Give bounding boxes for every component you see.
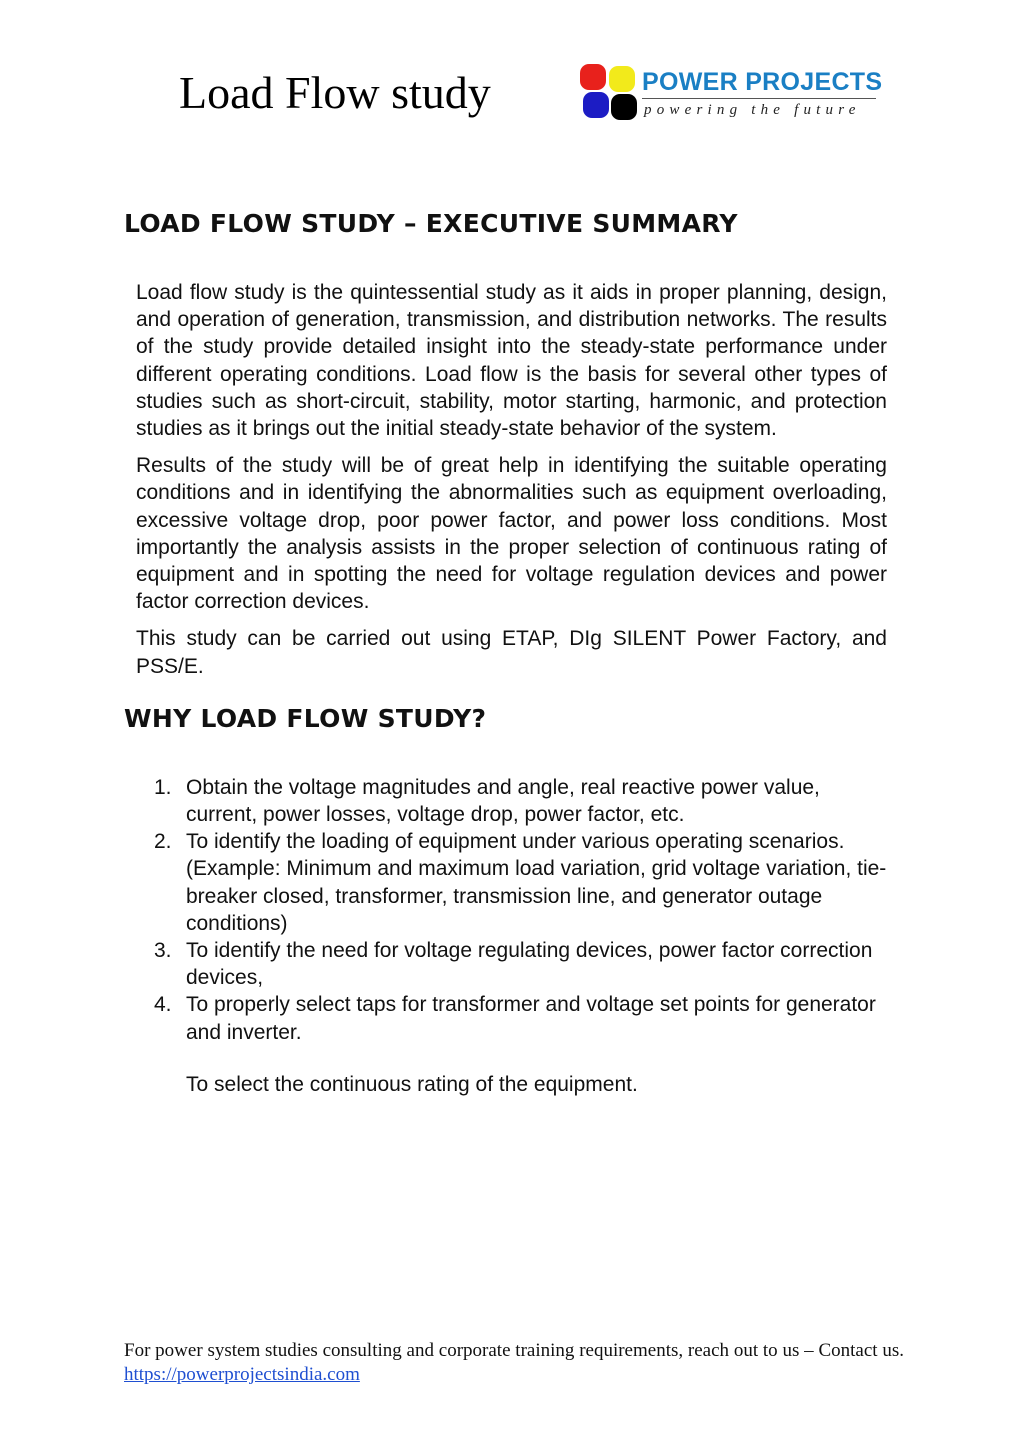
extra-point: To select the continuous rating of the equipment. bbox=[186, 1072, 638, 1096]
footer-text: For power system studies consulting and corporate training requirements, reach out to us – Contact us. bbox=[124, 1340, 904, 1361]
footer bbox=[124, 1339, 904, 1387]
section-heading-executive-summary: LOAD FLOW STUDY – EXECUTIVE SUMMARY bbox=[124, 209, 738, 238]
list-item bbox=[154, 991, 887, 1045]
section-heading-why-load-flow: WHY LOAD FLOW STUDY? bbox=[124, 703, 487, 733]
list-number: 3. bbox=[154, 939, 172, 963]
list-item bbox=[154, 774, 887, 828]
list-text: To identify the need for voltage regulating devices, power factor correction devices, bbox=[186, 939, 873, 990]
paragraph: Load flow study is the quintessential study as it aids in proper planning, design, and operation of generation, transmission, and distribution networks. The results of the study provide detailed insight into the steady-state performance under different operating conditions. Load flow is the basis for several other types of studies such as short-circuit, stability, motor starting, harmonic, and protection studies as it brings out the initial steady-state behavior of the system. bbox=[136, 281, 887, 441]
power-projects-logo bbox=[580, 64, 883, 124]
document-body bbox=[124, 209, 887, 1098]
logo-divider bbox=[642, 98, 876, 99]
logo-yellow-square bbox=[609, 66, 635, 92]
list-item bbox=[154, 937, 887, 991]
paragraph: This study can be carried out using ETAP, DIg SILENT Power Factory, and PSS/E. bbox=[136, 627, 887, 678]
list-item bbox=[154, 828, 887, 937]
logo-tagline: powering the future bbox=[644, 102, 861, 118]
paragraph: Results of the study will be of great help in identifying the suitable operating conditions and in identifying the abnormalities such as equipment overloading, excessive voltage drop, poor power factor, and power loss conditions. Most importantly the analysis assists in the proper selection of continuous rating of equipment and in spotting the need for voltage regulation devices and power factor correction devices. bbox=[136, 454, 887, 614]
website-link[interactable]: https://powerprojectsindia.com bbox=[124, 1364, 360, 1385]
document-title: Load Flow study bbox=[179, 67, 491, 118]
list-text: To properly select taps for transformer and voltage set points for generator and inverter. bbox=[186, 993, 876, 1044]
list-number: 2. bbox=[154, 830, 172, 854]
logo-blue-square bbox=[583, 92, 609, 118]
list-number: 1. bbox=[154, 775, 172, 799]
logo-red-square bbox=[580, 64, 606, 90]
list-text: To identify the loading of equipment under various operating scenarios. (Example: Minimum and maximum load variation, grid voltage variation, tie-breaker closed, transformer, transmission line, and generator outage conditions) bbox=[186, 830, 887, 935]
reasons-list bbox=[154, 774, 887, 1046]
logo-name: POWER PROJECTS bbox=[642, 68, 883, 96]
list-text: Obtain the voltage magnitudes and angle, real reactive power value, current, power losses, voltage drop, power factor, etc. bbox=[186, 775, 820, 827]
logo-black-square bbox=[611, 94, 637, 120]
list-number: 4. bbox=[154, 993, 172, 1017]
